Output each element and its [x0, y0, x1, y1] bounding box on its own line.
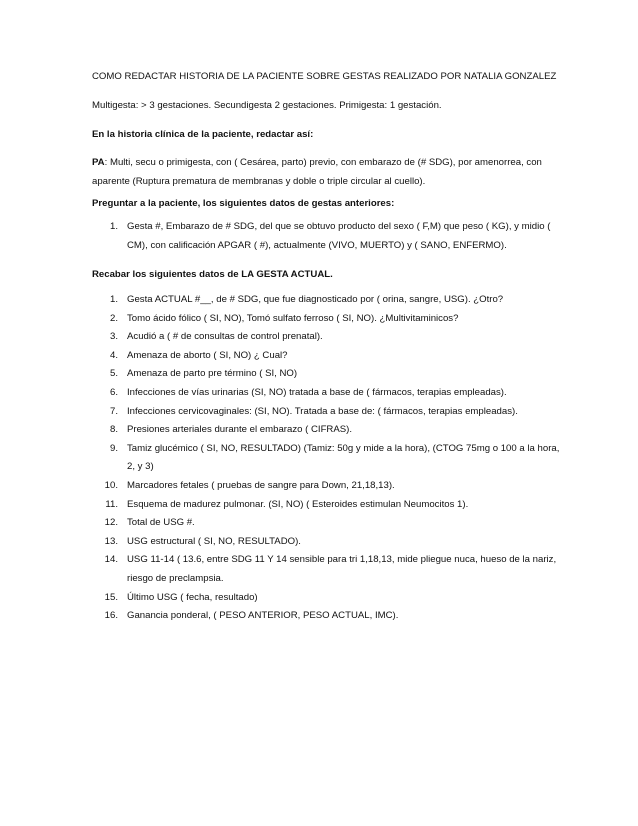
section-heading-previous-gestations: Preguntar a la paciente, los siguientes datos de gestas anteriores: [92, 198, 395, 209]
section-heading-current-gestation: Recabar los siguientes datos de LA GESTA ACTUAL. [92, 269, 333, 280]
list-item-text: Gesta #, Embarazo de # SDG, del que se obtuvo producto del sexo ( F,M) que peso ( KG), y midio ( CM), con calificación APGAR ( #), actualmente (VIVO, MUERTO) y ( SANO, ENFERMO). [127, 221, 551, 251]
list-item-number: 6. [109, 386, 118, 398]
pa-paragraph [92, 153, 562, 191]
list-item [92, 218, 562, 255]
list-item-number: 1. [109, 221, 118, 232]
list-item-text: Gesta ACTUAL #__, de # SDG, que fue diagnosticado por ( orina, sangre, USG). ¿Otro? [127, 294, 504, 305]
document-title: COMO REDACTAR HISTORIA DE LA PACIENTE SOBRE GESTAS REALIZADO POR NATALIA GONZALEZ [92, 71, 557, 82]
list-item-text: Infecciones de vías urinarias (SI, NO) tratada a base de ( fármacos, terapias empleadas). [127, 386, 507, 398]
list-item-number: 7. [109, 405, 118, 417]
list-item-text: Acudió a ( # de consultas de control prenatal). [127, 331, 323, 343]
list-item-text: Amenaza de parto pre término ( SI, NO) [127, 368, 298, 380]
list-item-number: 12. [104, 517, 118, 529]
section-heading-clinical-history: En la historia clínica de la paciente, redactar así: [92, 129, 314, 140]
list-item-text: Marcadores fetales ( pruebas de sangre para Down, 21,18,13). [127, 479, 395, 491]
list-item-text: Último USG ( fecha, resultado) [127, 591, 258, 603]
definitions-line: Multigesta: > 3 gestaciones. Secundigesta 2 gestaciones. Primigesta: 1 gestación. [92, 100, 442, 111]
list-item [92, 328, 562, 347]
list-item [92, 421, 562, 440]
list-item-number: 9. [109, 442, 118, 454]
list-item-text: Amenaza de aborto ( SI, NO) ¿ Cual? [127, 349, 288, 361]
list-item [92, 589, 562, 608]
list-item-text: Ganancia ponderal, ( PESO ANTERIOR, PESO ACTUAL, IMC). [127, 610, 399, 622]
list-item-number: 11. [105, 498, 118, 510]
list-item-number: 5. [109, 368, 118, 380]
list-item-number: 3. [109, 331, 118, 343]
list-item [92, 477, 562, 496]
list-item [92, 607, 562, 626]
previous-gestations-list [92, 218, 562, 255]
list-item-number: 13. [104, 535, 118, 547]
list-item [92, 347, 562, 366]
pa-text: : Multi, secu o primigesta, con ( Cesárea, parto) previo, con embarazo de (# SDG), por amenorrea, con aparente (Ruptura prematura de membranas y doble o triple circular al cuello). [92, 157, 542, 187]
list-item-text: Presiones arteriales durante el embarazo ( CIFRAS). [127, 424, 353, 436]
list-item [92, 551, 562, 588]
list-item-text: Total de USG #. [127, 517, 195, 529]
list-item-number: 10. [104, 479, 118, 491]
current-gestation-list [92, 291, 562, 626]
list-item [92, 496, 562, 515]
list-item-number: 4. [109, 349, 118, 361]
list-item [92, 310, 562, 329]
list-item [92, 533, 562, 552]
list-item-text: Tomo ácido fólico ( SI, NO), Tomó sulfato ferroso ( SI, NO). ¿Multivitaminicos? [127, 312, 459, 324]
list-item [92, 440, 562, 477]
list-item-number: 1. [109, 294, 118, 305]
list-item-number: 8. [109, 424, 118, 436]
list-item-number: 14. [104, 554, 118, 566]
list-item-text: Esquema de madurez pulmonar. (SI, NO) ( Esteroides estimulan Neumocitos 1). [127, 498, 469, 510]
list-item-text: Tamiz glucémico ( SI, NO, RESULTADO) (Tamiz: 50g y mide a la hora), (CTOG 75mg o 100 a la hora, 2, y 3) [127, 442, 560, 473]
list-item-number: 16. [104, 610, 118, 622]
list-item-number: 2. [109, 312, 118, 324]
list-item-text: Infecciones cervicovaginales: (SI, NO). Tratada a base de: ( fármacos, terapias empleadas). [127, 405, 518, 417]
pa-label: PA [92, 157, 105, 168]
list-item-text: USG 11-14 ( 13.6, entre SDG 11 Y 14 sensible para tri 1,18,13, mide pliegue nuca, hueso de la nariz, riesgo de preclampsia. [127, 554, 557, 584]
list-item [92, 365, 562, 384]
list-item [92, 514, 562, 533]
list-item [92, 291, 562, 310]
list-item [92, 384, 562, 403]
list-item-text: USG estructural ( SI, NO, RESULTADO). [127, 535, 301, 547]
list-item-number: 15. [104, 591, 118, 603]
list-item [92, 403, 562, 422]
